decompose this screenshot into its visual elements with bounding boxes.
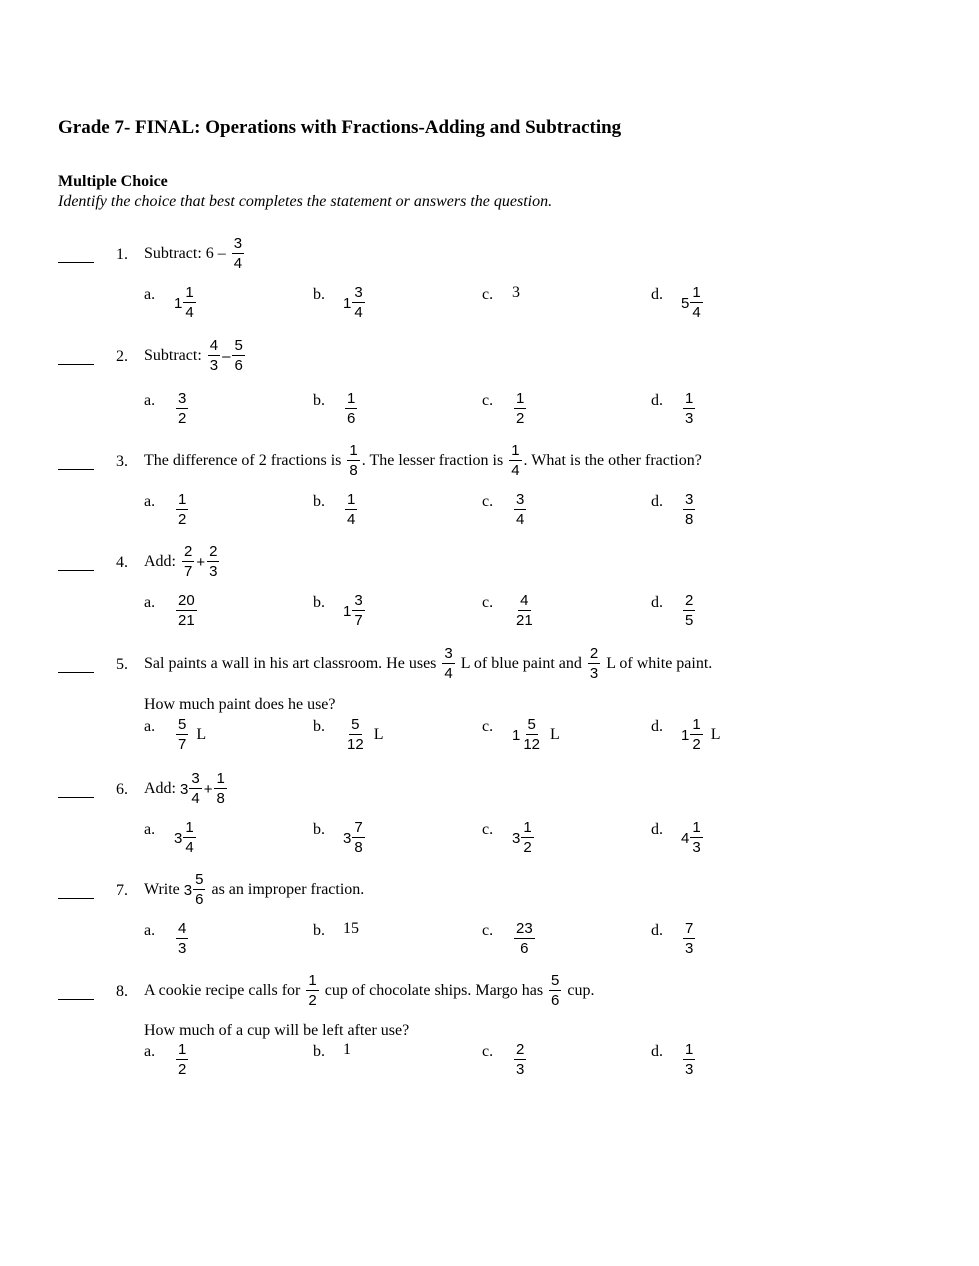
answer-choice[interactable] [144,594,199,630]
answer-blank[interactable] [58,469,94,470]
choice-label: b. [313,718,325,735]
answer-choice[interactable] [482,922,537,958]
fraction-numerator: 1 [523,819,532,836]
instructions: Identify the choice that best completes the statement or answers the question. [58,193,553,210]
answer-choice[interactable] [482,286,520,304]
stem-text: . What is the other fraction? [523,452,702,469]
question-stem [144,971,595,1011]
unit-label: L [550,726,560,743]
fraction [690,819,702,857]
fraction-denominator: 2 [178,511,187,528]
fraction [232,337,244,375]
answer-blank[interactable] [58,898,94,899]
whole-number: 4 [681,829,690,847]
whole-number: 1 [343,602,352,620]
choice-label: b. [313,493,325,510]
choice-value [681,284,705,322]
fraction-numerator: 1 [692,716,701,733]
choice-label: d. [651,594,663,611]
whole-number: 3 [180,780,189,798]
stem-text: Write [144,881,180,898]
stem-text: A cookie recipe calls for [144,982,301,999]
fraction [514,491,526,529]
fraction-denominator: 6 [347,410,356,427]
choice-label: d. [651,1043,663,1060]
answer-choice[interactable] [651,718,720,754]
choice-value [512,284,520,302]
fraction-numerator: 2 [209,543,218,560]
fraction [442,645,454,683]
choice-value [174,390,190,428]
answer-choice[interactable] [144,493,190,529]
question-stem [144,234,246,274]
question-number: 5. [116,656,128,673]
choice-value [174,284,198,322]
fraction-denominator: 7 [178,736,187,753]
choice-value [681,819,705,857]
question-stem [144,542,221,582]
choice-label: a. [144,392,156,409]
fraction [690,284,702,322]
fraction-denominator: 6 [234,357,243,374]
fraction-numerator: 3 [516,491,525,508]
fraction [182,543,194,581]
whole-number: 3 [343,829,352,847]
choice-label: b. [313,821,325,838]
answer-choice[interactable] [144,1043,190,1079]
stem-text: cup of chocolate ships. Margo has [324,982,544,999]
fraction-denominator: 21 [178,612,195,629]
fraction-numerator: 5 [234,337,243,354]
choice-label: c. [482,922,494,939]
fraction-numerator: 1 [516,390,525,407]
fraction-numerator: 5 [178,716,187,733]
fraction [176,390,188,428]
answer-blank[interactable] [58,797,94,798]
choice-value [512,390,528,428]
answer-choice[interactable] [313,821,367,857]
fraction-numerator: 1 [685,1041,694,1058]
fraction-numerator: 2 [516,1041,525,1058]
stem-text: cup. [567,982,595,999]
answer-blank[interactable] [58,262,94,263]
question-number: 3. [116,453,128,470]
fraction-numerator: 1 [185,284,194,301]
choice-value [681,592,697,630]
choice-value [512,920,537,958]
whole-number: 1 [512,726,521,744]
choice-label: b. [313,286,325,303]
whole-number: 5 [681,294,690,312]
choice-value [512,592,537,630]
answer-blank[interactable] [58,999,94,1000]
fraction-denominator: 2 [308,992,317,1009]
answer-choice[interactable] [313,286,367,322]
whole-number: 1 [343,294,352,312]
fraction-numerator: 2 [184,543,193,560]
answer-choice[interactable] [313,493,359,529]
choice-value [512,1041,528,1079]
fraction [193,871,205,909]
choice-label: c. [482,718,494,735]
fraction [347,442,359,480]
whole-number: 3 [512,829,521,847]
fraction [514,390,526,428]
page-title: Grade 7- FINAL: Operations with Fractions-Adding and Subtracting [58,117,622,138]
fraction [345,491,357,529]
stem-text: Subtract: 6 – [144,245,226,262]
question-stem [144,644,712,684]
choice-label: b. [313,1043,325,1060]
choice-value [343,1041,351,1059]
whole-number: 1 [174,294,183,312]
fraction-numerator: 3 [191,770,200,787]
answer-choice[interactable] [313,1043,351,1061]
fraction-numerator: 1 [185,819,194,836]
fraction-numerator: 5 [195,871,204,888]
question-stem [144,336,247,376]
question-number: 8. [116,983,128,1000]
fraction [306,972,318,1010]
fraction-denominator: 8 [354,839,363,856]
answer-choice[interactable] [651,392,697,428]
fraction [352,819,364,857]
choice-value [174,491,190,529]
fraction [683,920,695,958]
question-stem-line2: How much of a cup will be left after use? [144,1022,410,1039]
choice-label: d. [651,493,663,510]
fraction-numerator: 4 [178,920,187,937]
choice-label: c. [482,286,494,303]
fraction-denominator: 7 [354,612,363,629]
choice-value [681,390,697,428]
choice-number: 3 [512,284,520,301]
fraction-denominator: 4 [185,304,194,321]
whole-number: 3 [183,881,193,899]
fraction [514,1041,526,1079]
fraction-denominator: 4 [354,304,363,321]
fraction-numerator: 23 [516,920,533,937]
fraction-denominator: 3 [589,665,599,682]
fraction-numerator: 3 [354,284,363,301]
fraction-denominator: 2 [178,410,187,427]
choice-value [174,920,190,958]
fraction [690,716,702,754]
question-stem [144,441,702,481]
answer-choice[interactable] [144,718,206,754]
stem-text: L of blue paint and [460,655,582,672]
choice-value [174,716,206,754]
fraction-numerator: 1 [216,770,225,787]
fraction-denominator: 7 [184,563,193,580]
stem-text: Sal paints a wall in his art classroom. He uses [144,655,437,672]
fraction-numerator: 5 [551,972,560,989]
fraction-denominator: 3 [685,410,694,427]
answer-choice[interactable] [651,1043,697,1079]
choice-label: a. [144,594,156,611]
choice-value [681,920,697,958]
fraction [183,284,195,322]
answer-choice[interactable] [482,594,537,630]
fraction-numerator: 1 [349,442,358,459]
fraction-denominator: 3 [685,1061,694,1078]
answer-choice[interactable] [144,922,190,958]
question-stem [144,870,368,910]
fraction-denominator: 3 [692,839,701,856]
fraction-numerator: 1 [347,491,356,508]
answer-choice[interactable] [144,392,190,428]
fraction [683,390,695,428]
fraction-numerator: 1 [178,1041,187,1058]
fraction-numerator: 2 [589,645,599,662]
answer-choice[interactable] [313,718,383,754]
choice-label: d. [651,392,663,409]
fraction-denominator: 4 [692,304,701,321]
stem-text: L of white paint. [606,655,713,672]
choice-label: c. [482,594,494,611]
question-number: 6. [116,781,128,798]
choice-label: d. [651,821,663,838]
choice-label: c. [482,821,494,838]
choice-value [174,592,199,630]
question-number: 2. [116,348,128,365]
fraction [509,442,521,480]
unit-label: L [373,726,384,743]
question-number: 1. [116,246,128,263]
fraction-denominator: 6 [551,992,560,1009]
fraction-numerator: 7 [685,920,694,937]
fraction-numerator: 1 [685,390,694,407]
answer-choice[interactable] [651,286,705,322]
fraction-denominator: 4 [185,839,194,856]
answer-choice[interactable] [313,594,367,630]
choice-label: a. [144,1043,156,1060]
answer-choice[interactable] [651,594,697,630]
answer-choice[interactable] [482,821,536,857]
choice-label: a. [144,821,156,838]
fraction [345,716,366,754]
fraction [514,920,535,958]
answer-choice[interactable] [482,493,528,529]
fraction-denominator: 3 [209,357,219,374]
fraction-numerator: 4 [520,592,529,609]
question-stem [144,769,229,809]
stem-text: The difference of 2 fractions is [144,452,342,469]
fraction-numerator: 1 [178,491,187,508]
choice-label: a. [144,493,156,510]
fraction [352,284,364,322]
choice-label: d. [651,922,663,939]
fraction-numerator: 20 [178,592,195,609]
answer-choice[interactable] [482,392,528,428]
choice-value [343,920,359,938]
fraction-denominator: 4 [516,511,525,528]
choice-label: a. [144,286,156,303]
fraction-denominator: 4 [444,665,453,682]
fraction-numerator: 1 [308,972,317,989]
fraction [521,716,542,754]
choice-value [512,819,536,857]
fraction-numerator: 5 [351,716,360,733]
fraction-denominator: 5 [685,612,694,629]
fraction-denominator: 2 [516,410,525,427]
whole-number: 3 [174,829,183,847]
answer-blank[interactable] [58,570,94,571]
choice-label: a. [144,922,156,939]
fraction [183,819,195,857]
fraction-denominator: 8 [349,462,358,479]
fraction-numerator: 3 [444,645,453,662]
fraction [683,491,695,529]
question-stem-line2: How much paint does he use? [144,696,336,713]
answer-choice[interactable] [651,493,697,529]
choice-label: c. [482,1043,494,1060]
section-heading: Multiple Choice [58,173,168,190]
question-number: 7. [116,882,128,899]
fraction-denominator: 4 [511,462,520,479]
operator-sign: + [203,780,213,798]
choice-label: b. [313,392,325,409]
unit-label: L [196,726,207,743]
fraction-denominator: 21 [516,612,533,629]
fraction [588,645,600,683]
choice-value [343,819,367,857]
fraction-numerator: 3 [178,390,187,407]
choice-number: 15 [343,920,359,937]
choice-value [343,592,367,630]
answer-choice[interactable] [144,821,198,857]
fraction-numerator: 5 [527,716,536,733]
fraction-denominator: 12 [347,736,364,753]
fraction [176,592,197,630]
fraction-numerator: 3 [233,235,243,252]
answer-choice[interactable] [651,922,697,958]
choice-label: c. [482,392,494,409]
fraction-numerator: 1 [692,284,701,301]
fraction [232,235,244,273]
fraction-denominator: 3 [178,940,187,957]
choice-value [174,1041,190,1079]
answer-blank[interactable] [58,364,94,365]
fraction-denominator: 4 [233,255,243,272]
answer-choice[interactable] [482,1043,528,1079]
fraction [345,390,357,428]
choice-label: a. [144,718,156,735]
fraction [683,592,695,630]
fraction-denominator: 12 [523,736,541,753]
answer-choice[interactable] [482,718,560,754]
fraction-denominator: 4 [347,511,356,528]
fraction-denominator: 2 [178,1061,187,1078]
fraction [549,972,561,1010]
fraction [207,543,219,581]
stem-text: Add: [144,553,176,570]
whole-number: 1 [681,726,690,744]
answer-choice[interactable] [313,392,359,428]
fraction [521,819,533,857]
fraction [683,1041,695,1079]
choice-value [343,491,359,529]
stem-text: Add: [144,780,176,797]
unit-label: L [710,726,721,743]
question-number: 4. [116,554,128,571]
fraction [176,920,188,958]
fraction [352,592,364,630]
fraction-numerator: 1 [511,442,520,459]
choice-value [681,1041,697,1079]
answer-choice[interactable] [313,922,359,940]
fraction-numerator: 2 [685,592,694,609]
fraction-numerator: 3 [685,491,694,508]
operator-sign: – [222,347,231,365]
choice-value [512,716,560,754]
fraction [214,770,226,808]
choice-value [681,491,697,529]
fraction-denominator: 3 [516,1061,525,1078]
fraction-numerator: 3 [354,592,363,609]
choice-label: b. [313,594,325,611]
choice-number: 1 [343,1041,351,1058]
fraction [176,1041,188,1079]
choice-label: b. [313,922,325,939]
choice-value [512,491,528,529]
fraction-denominator: 8 [216,790,225,807]
fraction [189,770,201,808]
fraction [514,592,535,630]
fraction-denominator: 6 [195,891,204,908]
operator-sign: + [196,553,206,571]
fraction-denominator: 8 [685,511,694,528]
fraction-denominator: 4 [191,790,200,807]
fraction [176,491,188,529]
fraction [208,337,220,375]
choice-value [343,284,367,322]
choice-label: d. [651,718,663,735]
choice-label: d. [651,286,663,303]
choice-value [174,819,198,857]
fraction-numerator: 4 [209,337,219,354]
fraction-numerator: 1 [347,390,356,407]
stem-text: Subtract: [144,347,202,364]
fraction [176,716,188,754]
answer-blank[interactable] [58,672,94,673]
fraction-denominator: 3 [209,563,218,580]
fraction-numerator: 7 [354,819,363,836]
stem-text: as an improper fraction. [211,881,365,898]
fraction-numerator: 1 [692,819,701,836]
answer-choice[interactable] [144,286,198,322]
choice-value [343,716,383,754]
fraction-denominator: 3 [685,940,694,957]
fraction-denominator: 2 [523,839,532,856]
fraction-denominator: 2 [692,736,701,753]
choice-value [681,716,720,754]
stem-text: . The lesser fraction is [361,452,504,469]
answer-choice[interactable] [651,821,705,857]
choice-label: c. [482,493,494,510]
fraction-denominator: 6 [520,940,529,957]
choice-value [343,390,359,428]
